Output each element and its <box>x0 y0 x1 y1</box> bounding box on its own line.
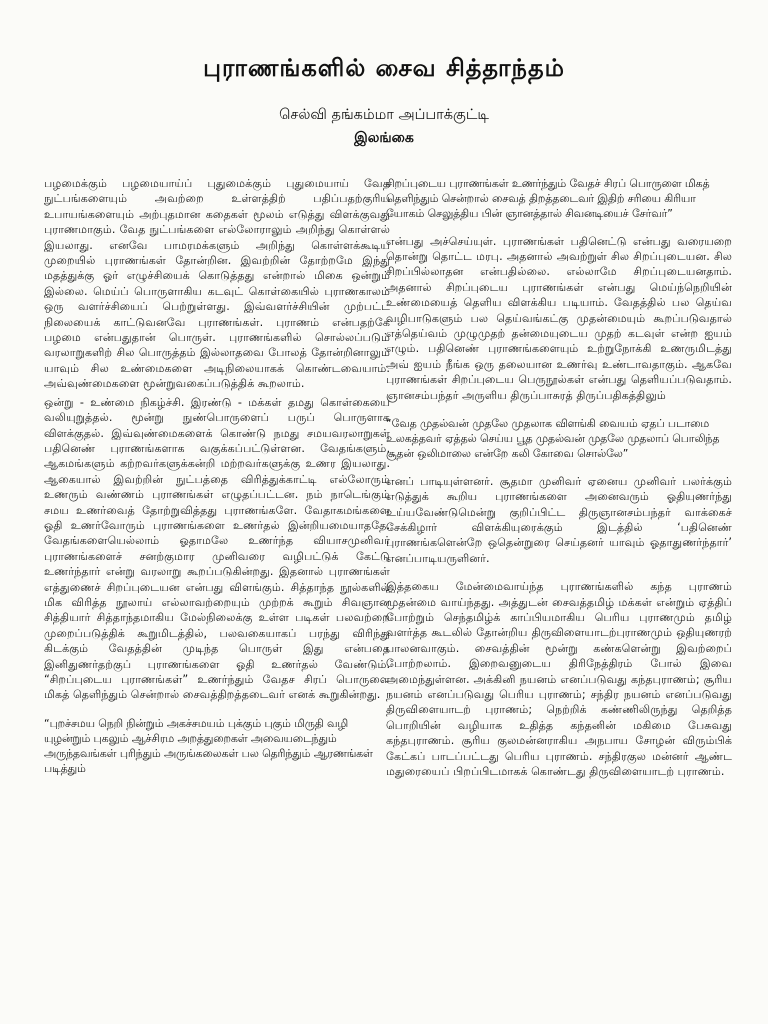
left-column <box>44 176 390 789</box>
verse-quote: “வேத முதல்வன் முதலே முதலாக விளங்கி வையம் ஏதப் படாமை உலகத்தவர் ஏத்தல் செய்ய பூத முதல்வன் முதலே முதலாப் பொலிந்த சூதன் ஒலிமாலை என்றே கலி கோவை சொல்லே” <box>386 417 720 461</box>
article-title: புராணங்களில் சைவ சித்தாந்தம் <box>203 54 565 82</box>
paragraph: என்பது அச்செய்யுள். புராணங்கள் பதினெட்டு என்பது வரையறை தொன்று தொட்ட மரபு. அதனால் அவற்றுள் சில சிறப்புடையன. சில சிறப்பில்லாதன என்பதில்லை. எல்லாமே சிறப்புடையனதாம். அதனால் சிறப்புடைய புராணங்கள் என்பது மெய்ந்நெறியின் உண்மையைத் தெளிய விளக்கிய படியாம். வேதத்தில் பல தெய்வ வழிபாடுகளும் பல தெய்வங்கட்கு முதன்மையும் கூறப்படுவதால் எத்தெய்வம் முழுமுதற் தன்மையுடைய முதற் கடவுள் என்ற ஐயம் எழும். பதினெண் புராணங்களையும் உற்றுநோக்கி உணருமிடத்து அவ் ஐயம் நீங்க ஒரு தலையான உணர்வு உண்டாவதாகும். ஆகவே புராணங்கள் சிறப்புடைய பெருநூல்கள் என்பது தெளியப்படுவதாம். ஞானசம்பந்தர் அருளிய திருப்பாசுரத் திருப்பதிகத்திலும் <box>386 234 732 402</box>
verse-quote-continued: சிறப்புடைய புராணங்கள் உணர்ந்தும் வேதச் சிரப் பொருளை மிகத் தெளிந்தும் சென்றால் சைவத் திறத்தடைவர் இதிற் சரியை கிரியா யோகம் செலுத்திய பின் ஞானத்தால் சிவனடியைச் சேர்வர்” <box>386 177 710 221</box>
verse-quote: “புறச்சமய நெறி நின்றும் அகச்சமயம் புக்கும் புகும் மிருதி வழி யுழன்றும் புகலும் ஆச்சிரம அறத்துறைகள் அவையடைந்தும் அருந்தவங்கள் புரிந்தும் அருங்கலைகள் பல தெரிந்தும் ஆரணங்கள் படித்தும் <box>44 716 373 776</box>
paragraph: ஒன்று - உண்மை நிகழ்ச்சி. இரண்டு - மக்கள் தமது கொள்கையை வலியுறுத்தல். மூன்று நுண்பொருளைப் பருப் பொருளாக விளக்குதல். இவ்வுண்மைகளைக் கொண்டு நமது சமயவரலாறுகள் பதினெண் புராணங்களாக வகுக்கப்பட்டுள்ளன. வேதங்களும், ஆகமங்களும் கற்றவர்களுக்கன்றி மற்றவர்களுக்கு உணர இயலாது. ஆகையால் இவற்றின் நுட்பத்தை விரித்துக்காட்டி எல்லோரும் உணரும் வண்ணம் புராணங்கள் எழுதப்பட்டன. நம் நாடெங்கும் சமய உணர்வைத் தோற்றுவித்தது புராணங்களே. வேதாகமங்களை ஓதி உணர்வோரும் புராணங்களை உணர்தல் இன்றியமையாததே. வேதங்களையெல்லாம் ஓதாமலே உணர்ந்த வியாசமுனிவர் புராணங்களைச் சனற்குமார முனிவரை வழிபட்டுக் கேட்டு உணர்ந்தார் என்று வரலாறு கூறப்படுகின்றது. இதனால் புராணங்கள் எத்துணைச் சிறப்புடையன என்பது விளங்கும். சித்தாந்த நூல்களில் மிக விரித்த நூலாய் எல்லாவற்றையும் முற்றக் கூறும் சிவஞான சித்தியார் சித்தாந்தமாகிய மேல்நிலைக்கு உள்ள படிகள் பலவற்றை முறைப்படுத்திக் கூறுமிடத்தில், பலவகையாகப் பரந்து விரிந்து கிடக்கும் வேதத்தின் முடிந்த பொருள் இது என்பதை இனிதுணர்தற்குப் புராணங்களை ஓதி உணர்தல் வேண்டும். “சிறப்புடைய புராணங்கள்” உணர்ந்தும் வேதச சிரப் பொருளை மிகத் தெளிந்தும் சென்றால் சைவத்திறத்தடைவர் எனக் கூறுகின்றது. <box>44 395 390 702</box>
author-name: செல்வி தங்கம்மா அப்பாக்குட்டி <box>279 107 489 123</box>
paragraph: பழமைக்கும் பழமையாய்ப் புதுமைக்கும் புதுமையாய் வேத நுட்பங்களையும் அவற்றை உள்ளத்திற் பதிப்பதற்குரிய உபாயங்களையும் அற்புதமான கதைகள் மூலம் எடுத்து விளக்குவது புராணமாகும். வேத நுட்பங்களை எல்லோராலும் அறிந்து கொள்ளல் இயலாது. எனவே பாமரமக்களும் அறிந்து கொள்ளக்கூடிய முறையில் புராணங்கள் தோன்றின. இவற்றின் தோற்றமே இந்து மதத்துக்கு ஓர் எழுச்சியைக் கொடுத்தது என்றால் மிகை ஒன்றும் இல்லை. மெய்ப் பொருளாகிய கடவுட் கொள்கையில் புராணகாலம் ஒரு வளர்ச்சியைப் பெற்றுள்ளது. இவ்வளர்ச்சியின் முற்பட்ட நிலையைக் காட்டுவனவே புராணங்கள். புராணம் என்பதற்கே பழமை என்பதுதான் பொருள். புராணங்களில் சொல்லப்படும் வரலாறுகளிற் சில பொருத்தம் இல்லாதவை போலத் தோன்றினாலும் யாவும் சில உண்மைகளை அடிநிலையாகக் கொண்டவையாம். அவ்வுண்மைகளை மூன்றுவகைப்படுத்திக் கூறலாம். <box>44 177 390 391</box>
right-column <box>386 176 732 782</box>
author-country: இலங்கை <box>354 130 414 146</box>
paragraph: எனப் பாடியுள்ளனர். சூதமா முனிவர் ஏனைய முனிவர் பலர்க்கும் எடுத்துக் கூறிய புராணங்களை அனைவரும் ஓதியுணர்ந்து உய்யவேண்டுமென்று குறிப்பிட்ட திருஞானசம்பந்தர் வாக்கைச் சேக்கிழார் விளக்கியுரைக்கும் இடத்தில் ‘பதினெண் புராணங்களென்றே ஒதென்றுரை செய்தனர் யாவும் ஓதாதுணர்ந்தார்’ எனப்பாடியருளினர். <box>386 474 732 565</box>
paragraph: இத்தகைய மேன்மைவாய்ந்த புராணங்களில் கந்த புராணம் முதன்மை வாய்ந்தது. அத்துடன் சைவத்தமிழ் மக்கள் என்றும் ஏத்திப் போற்றும் செந்தமிழ்க் காப்பியமாகிய பெரிய புராணமும் தமிழ் வளர்த்த கூடலில் தோன்றிய திருவிளையாடற்புராணமும் ஒதியுணரற் பாலனவாகும். சைவத்தின் மூன்று கண்களென்று இவற்றைப் போற்றலாம். இறைவனுடைய திரிநேத்திரம் போல் இவை அமைந்துள்ளன. அக்கினி நயனம் எனப்படுவது கந்தபுராணம்; சூரிய நயனம் எனப்படுவது பெரிய புராணம்; சந்திர நயனம் எனப்படுவது திருவிளையாடற் புராணம்; நெற்றிக் கண்ணிலிருந்து தெறித்த பொறியின் வழியாக உதித்த கந்தனின் மகிமை பேசுவது கந்தபுராணம். சூரிய குலமன்னராகிய அநபாய சோழன் விரும்பிக் கேட்கப் பாடப்பட்டது பெரிய புராணம். சந்திரகுல மன்னர் ஆண்ட மதுரையைப் பிறப்பிடமாகக் கொண்டது திருவிளையாடற் புராணம். <box>386 580 732 778</box>
